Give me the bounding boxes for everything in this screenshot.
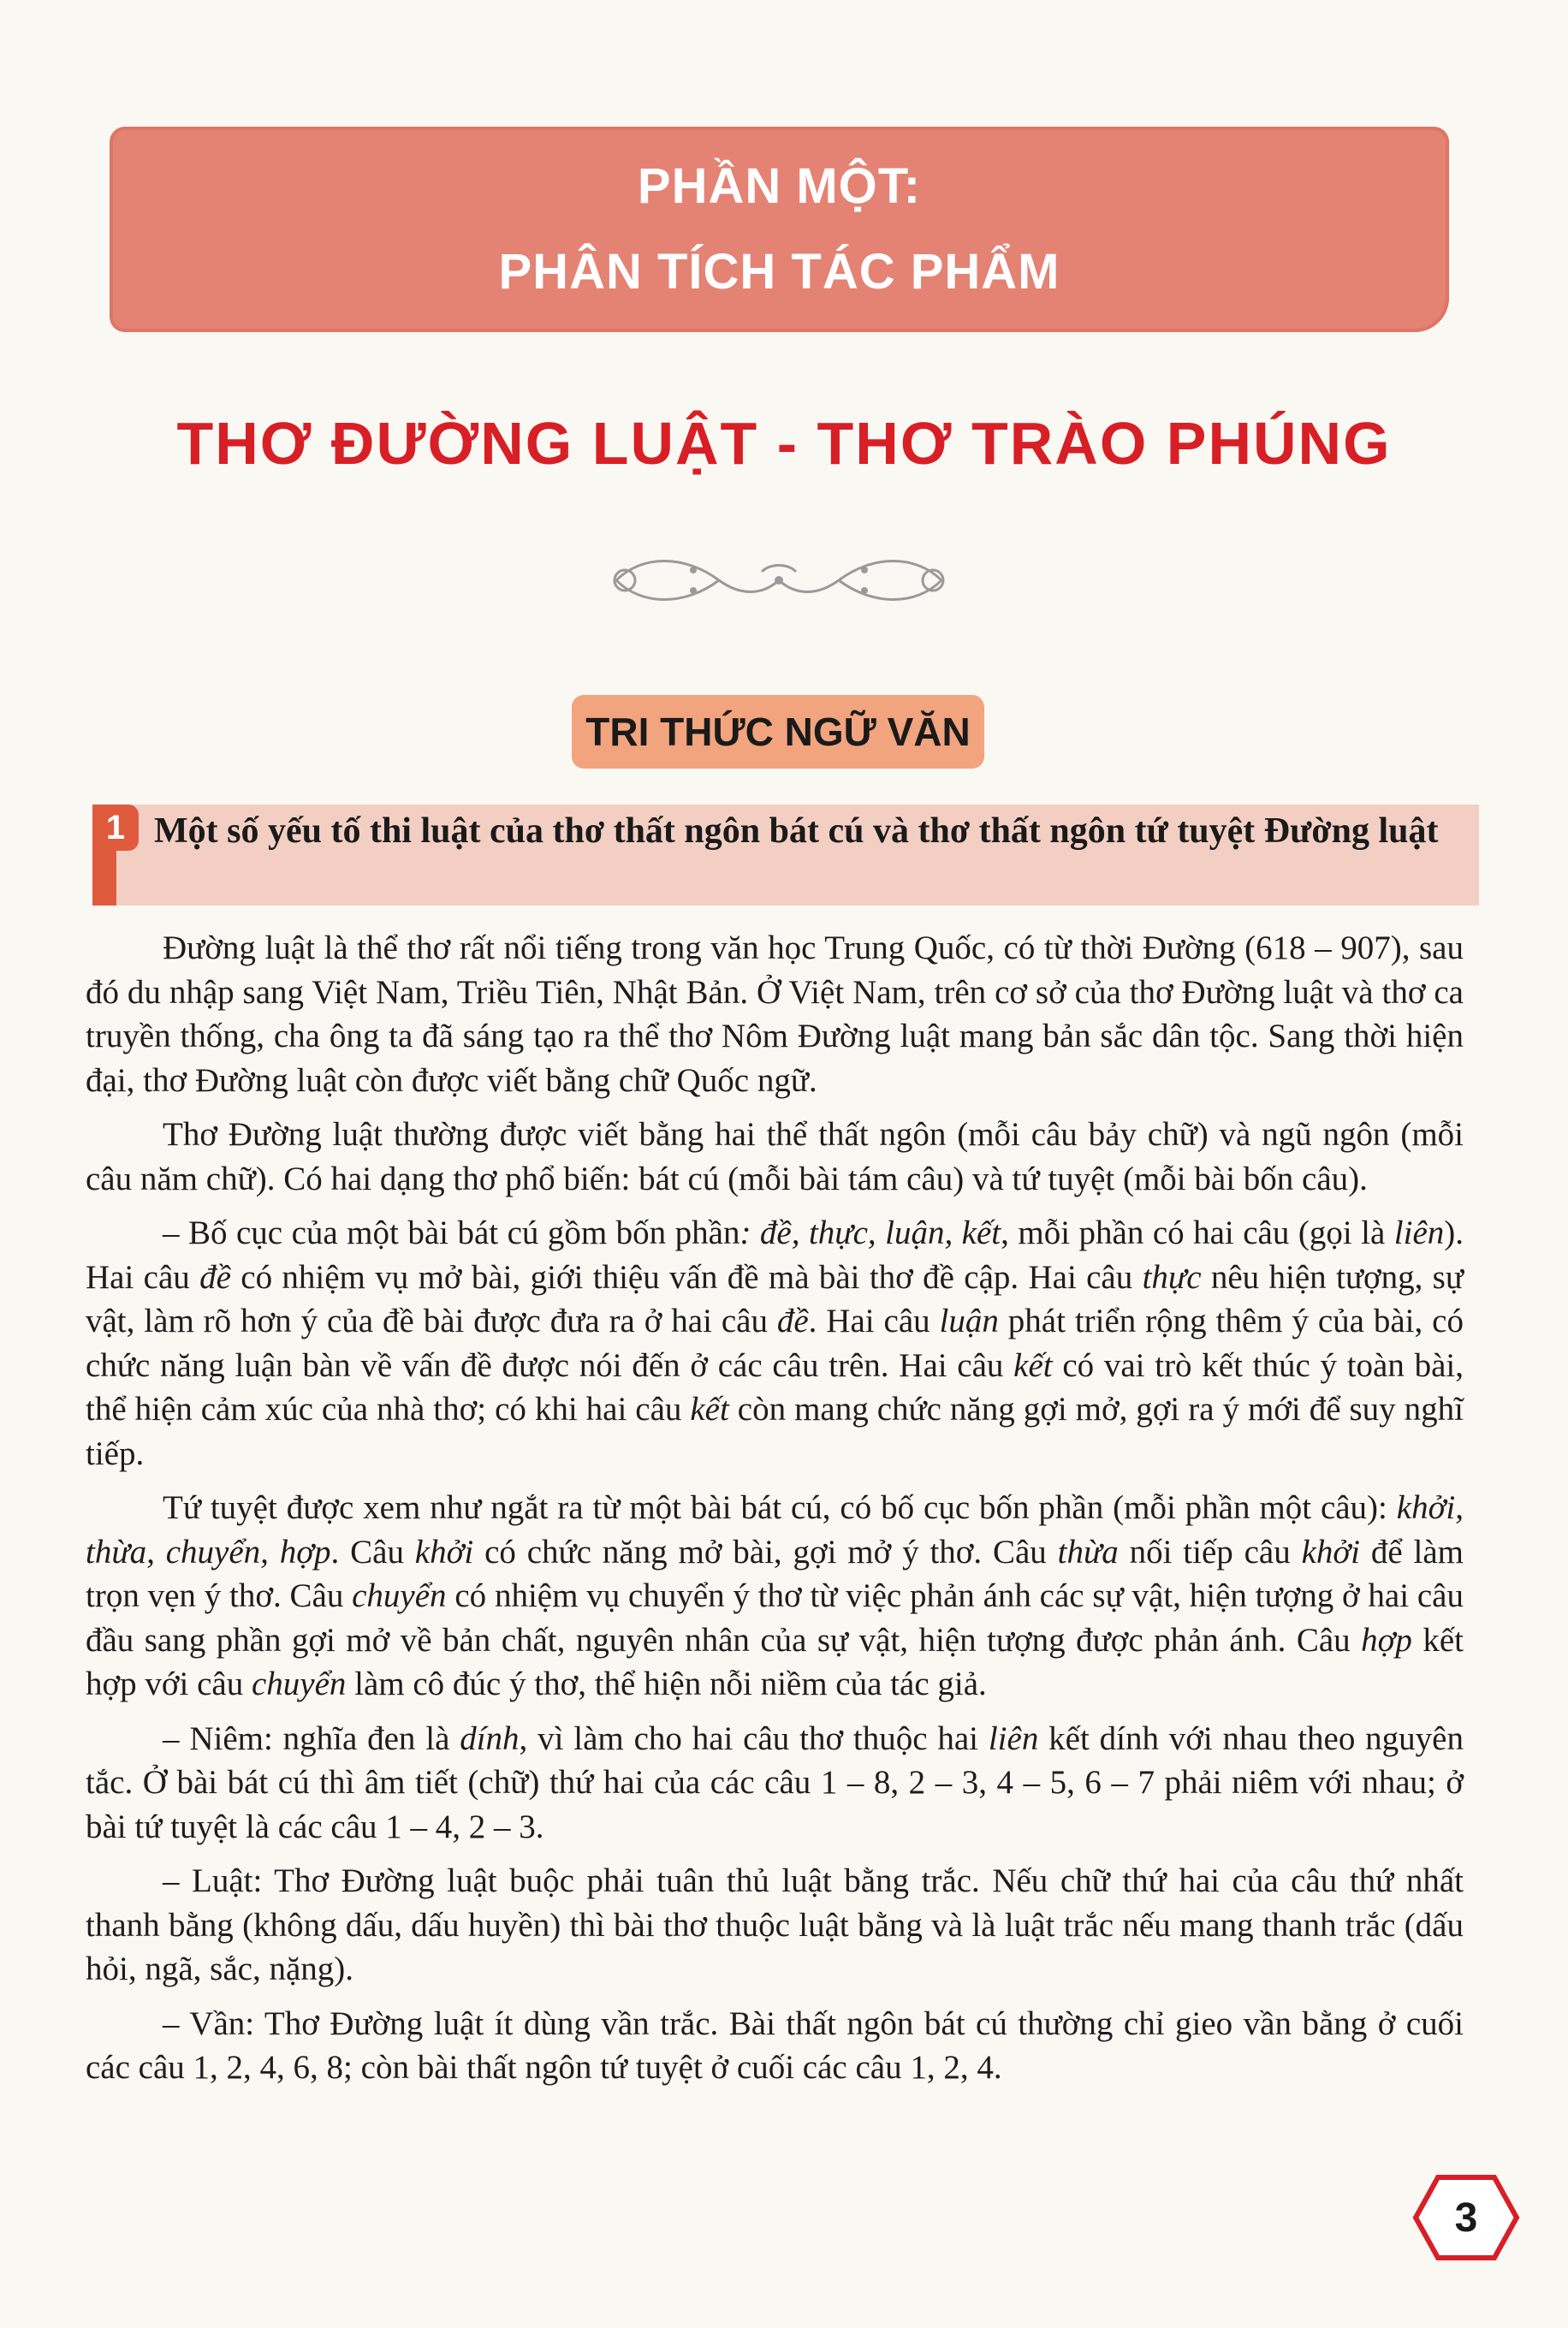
text-run: có vai trò kết thúc ý toàn bài, thể hiện cảm xúc của nhà thơ; có khi hai câu <box>86 1346 1464 1428</box>
italic-term: khởi <box>414 1533 474 1571</box>
paragraph <box>86 1717 1464 1850</box>
paragraph <box>86 2002 1464 2090</box>
text-run: có chức năng mở bài, gợi mở ý thơ. Câu <box>473 1533 1058 1571</box>
text-run: , vì làm cho hai câu thơ thuộc hai <box>519 1719 989 1757</box>
part-banner-line-1: PHẦN MỘT: <box>637 158 922 214</box>
italic-term: dính <box>460 1719 520 1757</box>
part-banner <box>110 127 1449 332</box>
text-run: kết hợp với câu <box>86 1621 1464 1702</box>
italic-term: kết <box>1013 1346 1053 1384</box>
text-run: – Niêm: nghĩa đen là <box>163 1719 460 1757</box>
italic-term: đề <box>776 1303 809 1339</box>
text-run: để làm trọn vẹn ý thơ. Câu <box>86 1533 1464 1614</box>
italic-term: luận <box>939 1303 999 1339</box>
text-run: – Luật: Thơ Đường luật buộc phải tuân thủ luật bằng trắc. Nếu chữ thứ hai của câu thứ nhất thanh bằng (không dấu, dấu huyền) thì bài thơ thuộc luật bằng và là luật trắc nếu mang thanh trắc (dấu hỏi, ngã, sắc, nặng). <box>86 1862 1464 1987</box>
text-run: Đường luật là thể thơ rất nổi tiếng trong văn học Trung Quốc, có từ thời Đường (618 – 907), sau đó du nhập sang Việt Nam, Triều Tiên, Nhật Bản. Ở Việt Nam, trên cơ sở của thơ Đường luật và thơ ca truyền thống, cha ông ta đã sáng tạo ra thể thơ Nôm Đường luật mang bản sắc dân tộc. Sang thời hiện đại, thơ Đường luật còn được viết bằng chữ Quốc ngữ. <box>86 929 1464 1099</box>
body-text <box>86 926 1464 2100</box>
italic-term: liên <box>988 1719 1039 1757</box>
text-run: nêu hiện tượng, sự vật, làm rõ hơn ý của đề bài được đưa ra ở hai câu <box>86 1258 1464 1339</box>
text-run: có nhiệm vụ chuyển ý thơ từ việc phản ánh các sự vật, hiện tượng ở hai câu đầu sang phần gợi mở về bản chất, nguyên nhân của sự vật, hiện tượng được phản ánh. Câu <box>86 1577 1464 1659</box>
paragraph <box>86 1859 1464 1992</box>
text-run: – Vần: Thơ Đường luật ít dùng vần trắc. Bài thất ngôn bát cú thường chỉ gieo vần bằng ở cuối các câu 1, 2, 4, 6, 8; còn bài thất ngôn tứ tuyệt ở cuối các câu 1, 2, 4. <box>86 2004 1464 2086</box>
text-run: nối tiếp câu <box>1118 1533 1302 1571</box>
part-banner-line-2: PHÂN TÍCH TÁC PHẨM <box>498 244 1060 300</box>
paragraph <box>86 926 1464 1102</box>
text-run: phát triển rộng thêm ý của bài, có chức năng luận bàn về vấn đề được nói đến ở các câu trên. Hai câu <box>86 1303 1464 1384</box>
text-run: , mỗi phần có hai câu (gọi là <box>1001 1214 1394 1251</box>
chapter-title: THƠ ĐƯỜNG LUẬT - THƠ TRÀO PHÚNG <box>176 410 1392 477</box>
heading-text: Một số yếu tố thi luật của thơ thất ngôn bát cú và thơ thất ngôn tứ tuyệt Đường luật <box>154 811 1439 851</box>
text-run: – Bố cục của một bài bát cú gồm bốn phần <box>163 1214 740 1251</box>
italic-term: khởi <box>1301 1533 1361 1571</box>
paragraph <box>86 1113 1464 1201</box>
italic-term: hợp <box>1361 1621 1412 1659</box>
text-run: . Câu <box>330 1533 415 1571</box>
italic-term: chuyển <box>251 1666 347 1702</box>
text-run: làm cô đúc ý thơ, thể hiện nỗi niềm của tác giả. <box>346 1666 987 1702</box>
page-number: 3 <box>1454 2194 1478 2241</box>
italic-term: thực <box>1142 1258 1202 1296</box>
italic-term: kết <box>690 1391 729 1428</box>
italic-term: khởi, thừa, chuyển, hợp <box>86 1489 1464 1571</box>
heading-number-badge: 1 <box>92 805 139 851</box>
text-run: Tứ tuyệt được xem như ngắt ra từ một bài bát cú, có bố cục bốn phần (mỗi phần một câu): <box>163 1489 1397 1526</box>
text-run: có nhiệm vụ mở bài, giới thiệu vấn đề mà bài thơ đề cập. Hai câu <box>230 1258 1143 1296</box>
paragraph <box>86 1486 1464 1707</box>
ornament-divider-icon <box>591 546 967 615</box>
text-run: ). Hai câu <box>86 1214 1464 1296</box>
italic-term: chuyển <box>352 1577 447 1614</box>
paragraph <box>86 1211 1464 1476</box>
italic-term: đề <box>199 1258 231 1296</box>
text-run: kết dính với nhau theo nguyên tắc. Ở bài bát cú thì âm tiết (chữ) thứ hai của các câu 1 – 8, 2 – 3, 4 – 5, 6 – 7 phải niêm với nhau; ở bài tứ tuyệt là các câu 1 – 4, 2 – 3. <box>86 1719 1464 1845</box>
text-run: còn mang chức năng gợi mở, gợi ra ý mới để suy nghĩ tiếp. <box>86 1391 1464 1472</box>
section-label: TRI THỨC NGỮ VĂN <box>572 695 984 769</box>
italic-term: : đề, thực, luận, kết <box>739 1214 1001 1251</box>
text-run: Thơ Đường luật thường được viết bằng hai thể thất ngôn (mỗi câu bảy chữ) và ngũ ngôn (mỗi câu năm chữ). Có hai dạng thơ phổ biến: bát cú (mỗi bài tám câu) và tứ tuyệt (mỗi bài bốn câu). <box>86 1116 1464 1197</box>
italic-term: thừa <box>1057 1533 1119 1571</box>
italic-term: liên <box>1393 1214 1445 1251</box>
text-run: . Hai câu <box>808 1303 940 1339</box>
